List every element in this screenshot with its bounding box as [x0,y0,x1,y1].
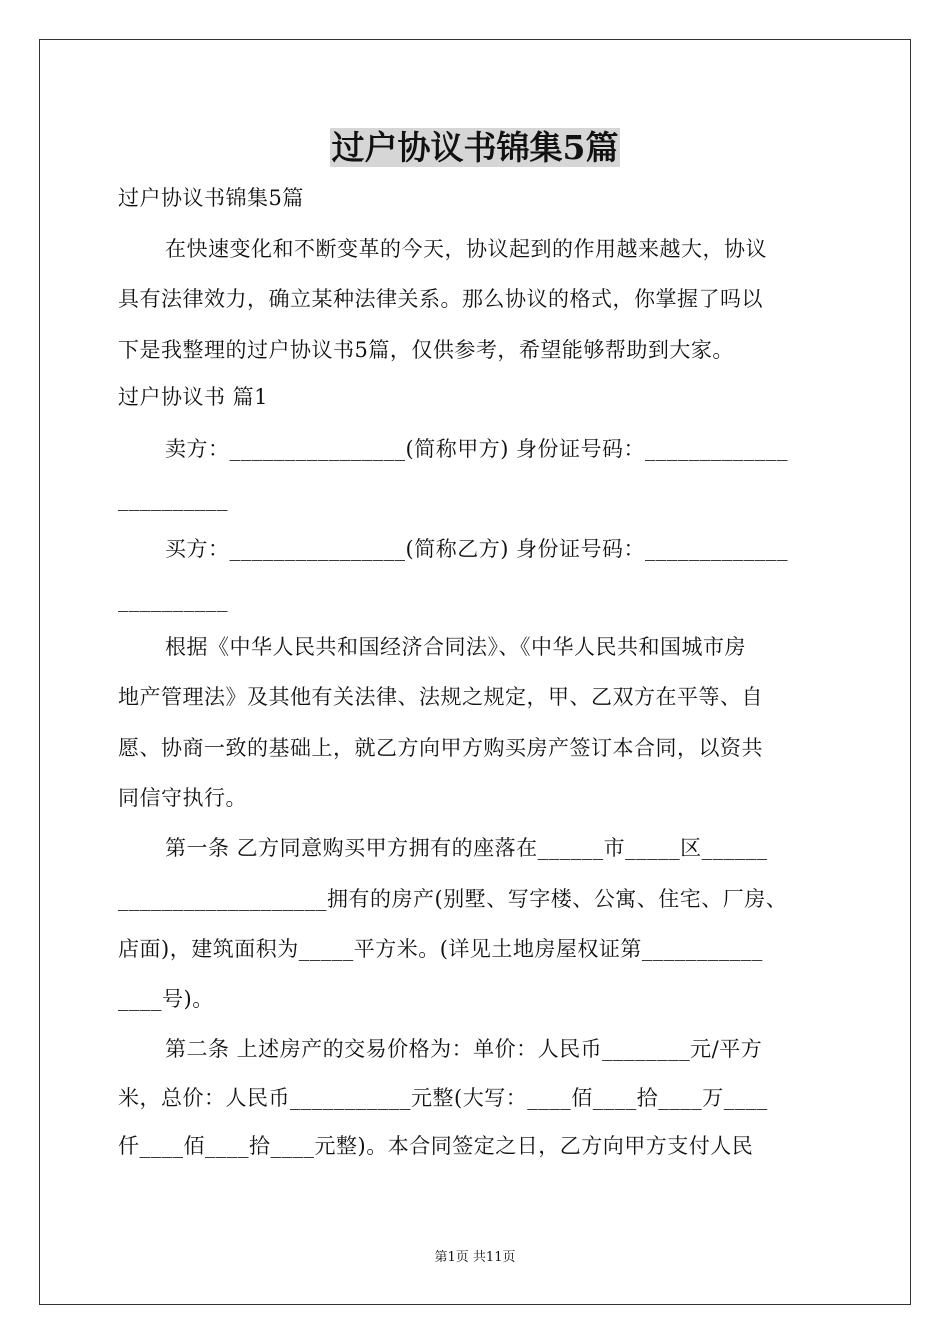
doc-line-article2-2: 米，总价：人民币___________元整(大写：____佰____拾____万____ [118,1086,768,1110]
page-border [39,39,911,1305]
doc-line-section-heading: 过户协议书 篇1 [118,385,269,409]
doc-line-article1-3: 店面)，建筑面积为_____平方米。(详见土地房屋权证第___________ [118,937,763,961]
doc-line-article1-1: 第一条 乙方同意购买甲方拥有的座落在______市_____区______ [165,836,768,860]
doc-line-seller-cont: __________ [118,487,228,511]
page-number-footer: 第1页 共11页 [434,1250,516,1265]
doc-line-basis-2: 地产管理法》及其他有关法律、法规之规定，甲、乙双方在平等、自 [118,685,763,709]
doc-line-article2-1: 第二条 上述房产的交易价格为：单价：人民币________元/平方 [165,1037,763,1061]
doc-line-basis-3: 愿、协商一致的基础上，就乙方向甲方购买房产签订本合同，以资共 [118,736,763,760]
doc-line-article1-4: ____号)。 [118,987,214,1011]
doc-line-buyer: 买方：________________(简称乙方) 身份证号码：_____________ [165,537,789,561]
doc-line-intro-2: 具有法律效力，确立某种法律关系。那么协议的格式，你掌握了吗以 [118,287,763,311]
doc-line-seller: 卖方：________________(简称甲方) 身份证号码：_____________ [165,437,789,461]
doc-line-intro-1: 在快速变化和不断变革的今天，协议起到的作用越来越大，协议 [165,237,767,261]
doc-line-article1-2: ___________________拥有的房产(别墅、写字楼、公寓、住宅、厂房、 [118,887,788,911]
doc-line-basis-4: 同信守执行。 [118,786,247,810]
document-title-text: 过户协议书锦集5篇 [331,128,619,167]
document-title [0,126,950,170]
doc-line-basis-1: 根据《中华人民共和国经济合同法》、《中华人民共和国城市房 [165,635,746,659]
doc-line-intro-3: 下是我整理的过户协议书5篇，仅供参考，希望能够帮助到大家。 [118,338,734,362]
doc-line-article2-3: 仟____佰____拾____元整)。本合同签定之日，乙方向甲方支付人民 [118,1134,754,1158]
doc-line-buyer-cont: __________ [118,588,228,612]
doc-line-subtitle: 过户协议书锦集5篇 [118,186,304,210]
